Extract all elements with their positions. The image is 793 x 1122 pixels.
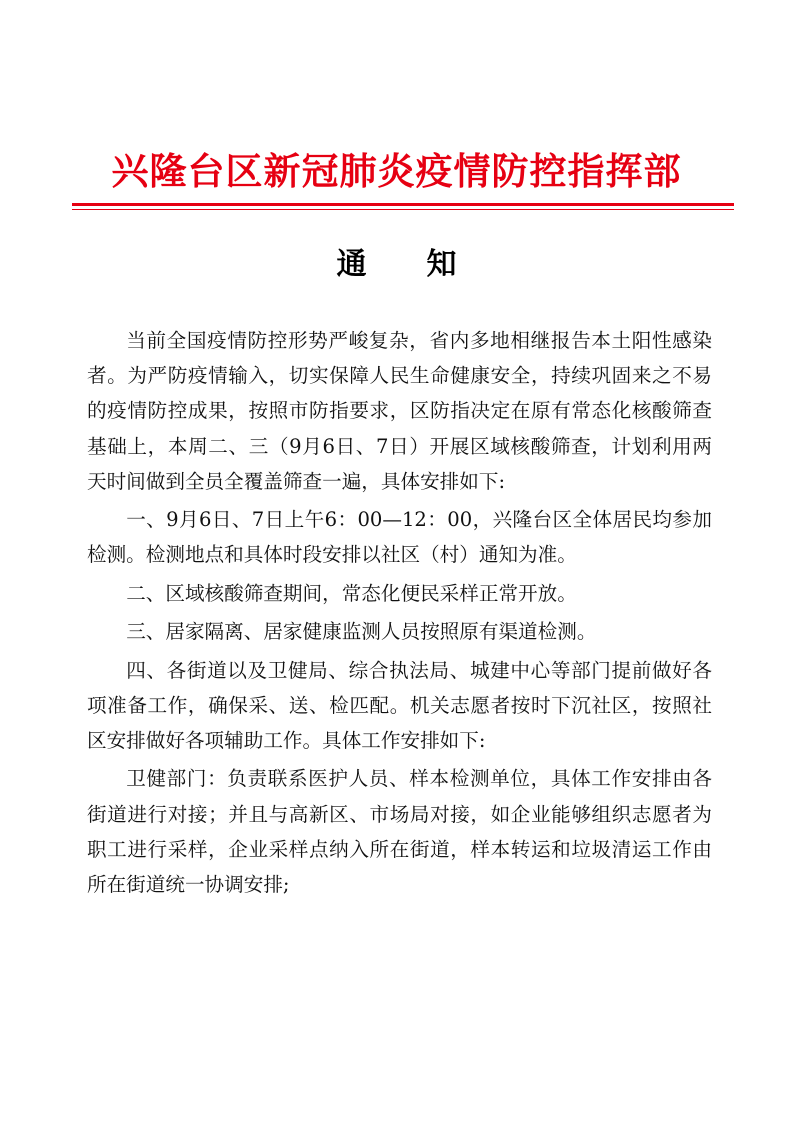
agency-header: 兴隆台区新冠肺炎疫情防控指挥部: [111, 149, 682, 193]
notice-title: [0, 240, 793, 290]
notice-title-char-1: 通: [336, 247, 367, 282]
paragraph-item-1: 一、9月6日、7日上午6：00—12：00，兴隆台区全体居民均参加检测。检测地点和具体时段安排以社区（村）通知为准。: [87, 508, 712, 567]
paragraph-item-3: 三、居家隔离、居家健康监测人员按照原有渠道检测。: [126, 620, 597, 644]
paragraph-intro: 当前全国疫情防控形势严峻复杂，省内多地相继报告本土阳性感染者。为严防疫情输入，切实保障人民生命健康安全，持续巩固来之不易的疫情防控成果，按照市防指要求，区防指决定在原有常态化核酸筛查基础上，本周二、三（9月6日、7日）开展区域核酸筛查，计划利用两天时间做到全员全覆盖筛查一遍，具体安排如下:: [87, 329, 712, 493]
paragraph-item-2: 二、区域核酸筛查期间，常态化便民采样正常开放。: [126, 581, 577, 605]
notice-title-char-2: 知: [426, 247, 457, 282]
paragraph-item-4: 四、各街道以及卫健局、综合执法局、城建中心等部门提前做好各项准备工作，确保采、送、检匹配。机关志愿者按时下沉社区，按照社区安排做好各项辅助工作。具体工作安排如下:: [87, 658, 712, 752]
paragraph-health-dept: 卫健部门：负责联系医护人员、样本检测单位，具体工作安排由各街道进行对接；并且与高新区、市场局对接，如企业能够组织志愿者为职工进行采样，企业采样点纳入所在街道，样本转运和垃圾清运工作由所在街道统一协调安排;: [87, 767, 712, 896]
notice-body: [87, 323, 712, 905]
header-rule-thin: [72, 209, 734, 210]
header-rule-thick: [72, 203, 734, 206]
